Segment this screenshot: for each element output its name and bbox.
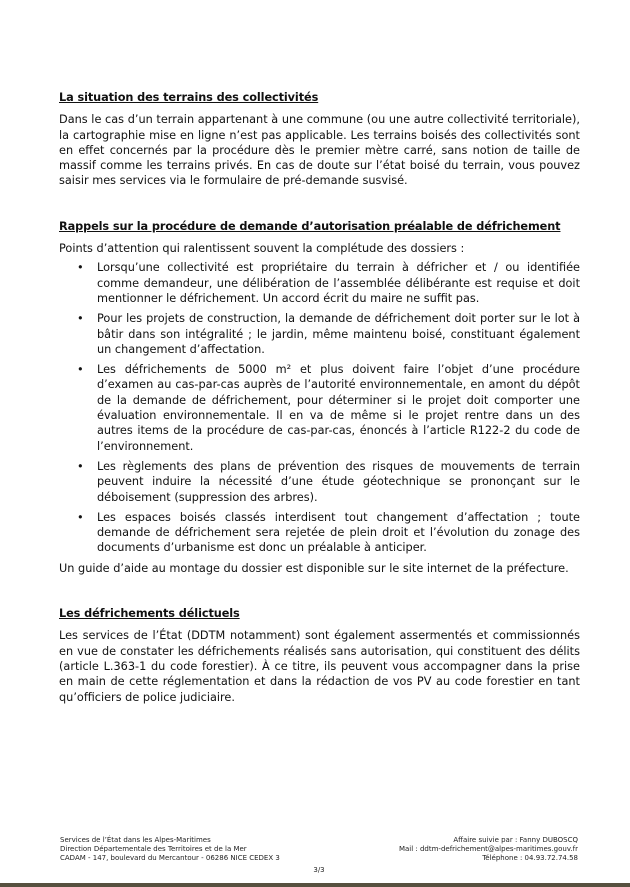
section-heading: La situation des terrains des collectivités [59, 91, 319, 104]
section-defrichements-delictuels [59, 606, 580, 705]
footer-line: Téléphone : 04.93.72.74.58 [482, 854, 578, 862]
section-rappels-procedure [59, 219, 580, 576]
list-item-text: Lorsqu’une collectivité est propriétaire du terrain à défricher et / ou identifiée comme demandeur, une délibération de l’assemblée délibérante est requise et doit mentionner le défrichement. Un accord écrit du maire ne suffit pas. [97, 261, 580, 305]
document-body [59, 90, 580, 735]
list-item-text: Les espaces boisés classés interdisent tout changement d’affectation ; toute demande de défrichement sera rejetée de plein droit et l’évolution du zonage des documents d’urbanisme est donc un préalable à anticiper. [97, 510, 580, 555]
footer-line: Services de l’État dans les Alpes-Maritimes [60, 836, 211, 844]
list-item-text: Les règlements des plans de prévention des risques de mouvements de terrain peuvent induire la nécessité d’une étude géotechnique se prononçant sur le déboisement (suppression des arbres). [97, 459, 580, 504]
list-item [59, 362, 580, 454]
bullet-list [59, 260, 580, 555]
footer-address [60, 836, 280, 863]
bullet-icon: • [77, 363, 84, 377]
section-heading: Les défrichements délictuels [59, 607, 240, 621]
list-item [59, 260, 580, 306]
page-number: 3/3 [313, 866, 325, 874]
section-heading: Rappels sur la procédure de demande d’autorisation préalable de défrichement [59, 219, 561, 233]
footer-line: Mail : ddtm-defrichement@alpes-maritimes.gouv.fr [398, 845, 578, 853]
bullet-icon: • [77, 261, 84, 275]
section-paragraph: Dans le cas d’un terrain appartenant à une commune (ou une autre collectivité territoriale), la cartographie mise en ligne n’est pas applicable. Les terrains boisés des collectivités sont en effet concernés par la procédure dès le premier mètre carré, sans notion de taille de massif comme les terrains privés. En cas de doute sur l’état boisé du terrain, vous pouvez saisir mes services via le formulaire de pré-demande susvisé. [59, 113, 580, 188]
bullet-icon: • [77, 510, 84, 524]
bullet-icon: • [77, 459, 84, 473]
footer-line: Affaire suivie par : Fanny DUBOSCQ [453, 836, 578, 844]
page-bottom-edge [0, 883, 630, 887]
list-item [59, 459, 580, 505]
footer-contact [399, 836, 578, 863]
section-intro: Points d’attention qui ralentissent souvent la complétude des dossiers : [59, 242, 465, 256]
list-item [59, 311, 580, 357]
section-paragraph: Les services de l’État (DDTM notamment) sont également assermentés et commissionnés en vue de constater les défrichements réalisés sans autorisation, qui constituent des délits (article L.363-1 du code forestier). À ce titre, ils peuvent vous accompagner dans la prise en main de cette réglementation et dans la rédaction de vos PV au code forestier en tant qu’officiers de police judiciaire. [59, 629, 580, 704]
footer-line: CADAM - 147, boulevard du Mercantour - 06286 NICE CEDEX 3 [60, 854, 280, 862]
list-item [59, 510, 580, 556]
list-item-text: Pour les projets de construction, la demande de défrichement doit porter sur le lot à bâtir dans son intégralité ; le jardin, même maintenu boisé, constituant également un changement d’affectation. [97, 312, 580, 356]
section-collectivites [59, 90, 580, 189]
list-item-text: Les défrichements de 5000 m² et plus doivent faire l’objet d’une procédure d’examen au cas-par-cas auprès de l’autorité environnementale, en amont du dépôt de la demande de défrichement, pour déterminer si le projet doit comporter une évaluation environnementale. Il en va de même si le projet rentre dans un des autres items de la procédure de cas-par-cas, énoncés à l’article R122-2 du code de l’environnement. [97, 363, 580, 453]
bullet-icon: • [77, 312, 84, 326]
footer-line: Direction Départementale des Territoires et de la Mer [60, 845, 247, 853]
section-closing: Un guide d’aide au montage du dossier est disponible sur le site internet de la préfecture. [59, 561, 569, 575]
